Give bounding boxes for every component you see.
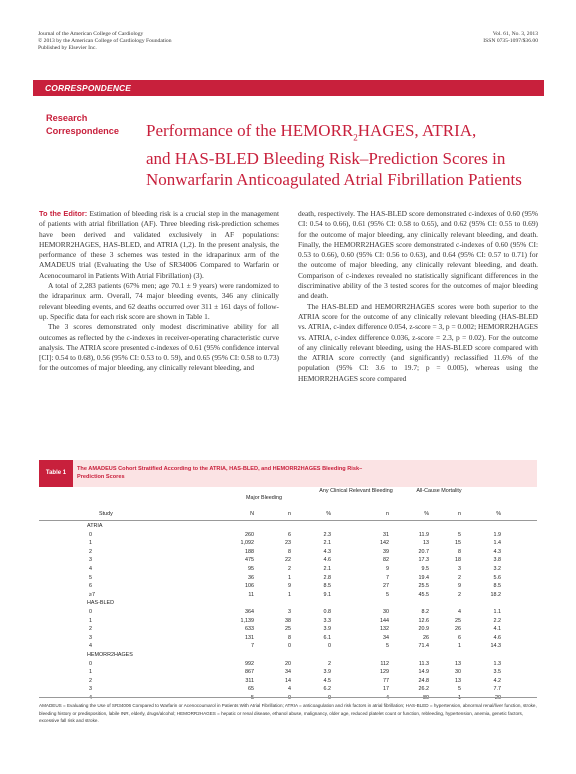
table-cell: 1.3	[493, 660, 501, 667]
table-cell: 23	[285, 540, 291, 547]
table-cell: 39	[383, 548, 389, 555]
table-group-label: HAS-BLED	[87, 600, 114, 607]
table-cell: 5.6	[493, 574, 501, 581]
table-cell: 27	[383, 583, 389, 590]
journal-line: Journal of the American College of Cardiology	[38, 31, 144, 37]
table-cell: 0	[89, 609, 92, 615]
table-cell: 7.7	[493, 686, 501, 693]
table-row	[39, 583, 537, 592]
table-cell: 3	[89, 557, 92, 564]
table-cell: 867	[245, 669, 254, 676]
table-cell: 5	[458, 531, 461, 538]
table-row	[39, 557, 537, 566]
table-cell: 17.3	[418, 557, 429, 564]
table-cell: 36	[248, 574, 254, 581]
table-row	[39, 609, 537, 618]
table-cell: 131	[245, 634, 254, 641]
table-row	[39, 532, 537, 541]
table-cell: 14	[285, 677, 291, 684]
table-row	[39, 661, 537, 670]
paragraph: The 3 scores demonstrated only modest discriminative ability for all outcomes as reflected by the c-indexes in receiver-operating characteristic curve analysis. The ATRIA score presented c-indexes of 0.61 (95% confidence interval [CI]: 0.54 to 0.68), 0.56 (95% CI: 0.53 to 0. 59), and 0.65 (95% CI: 0.58 to 0.73) for the outcomes of major bleeding, any clinically relevant bleeding, and	[39, 322, 279, 373]
table-cell: 9	[288, 583, 291, 590]
table-cell: 2	[458, 574, 461, 581]
table-cell: 4.6	[323, 557, 331, 564]
table-cell: 4.3	[493, 548, 501, 555]
table-cell: 77	[383, 677, 389, 684]
table-cell: 25	[285, 626, 291, 633]
column-header: Study	[99, 511, 113, 517]
table-cell: 0.8	[323, 609, 331, 615]
column-header: %	[424, 511, 429, 517]
table-row	[39, 643, 537, 652]
table-cell: 26.2	[418, 686, 429, 693]
table-row	[39, 540, 537, 549]
table-cell: 4.5	[323, 677, 331, 684]
table-cell: 5	[458, 686, 461, 693]
table-cell: 25.5	[418, 583, 429, 590]
body-column-left	[39, 209, 279, 374]
table-cell: 15	[455, 540, 461, 547]
title-line: and HAS-BLED Bleeding Risk–Prediction Scores in	[146, 149, 506, 169]
table-cell: 80	[423, 695, 429, 701]
table-cell: 2	[89, 548, 92, 555]
section-label	[46, 112, 119, 138]
journal-line: © 2013 by the American College of Cardiology Foundation	[38, 38, 172, 44]
table-cell: 3.2	[493, 566, 501, 572]
table-cell: 82	[383, 557, 389, 564]
table-row	[39, 626, 537, 635]
table-cell: 1	[89, 540, 92, 547]
table-cell: 20.9	[418, 626, 429, 633]
column-header: N	[250, 511, 254, 517]
banner-label: CORRESPONDENCE	[45, 83, 132, 93]
table-cell: 2	[89, 677, 92, 684]
table-cell: 13	[455, 677, 461, 684]
table-cell: 31	[383, 531, 389, 538]
table-cell: 4	[89, 566, 92, 572]
table-cell: 3.8	[493, 557, 501, 564]
table-cell: 11.9	[418, 531, 429, 538]
table-cell: 364	[245, 609, 254, 615]
table-cell: 4	[288, 686, 291, 693]
table-cell: 20	[285, 660, 291, 667]
table-row	[39, 618, 537, 627]
table-cell: 26	[423, 634, 429, 641]
table-cell: 1	[288, 591, 291, 598]
table-column-header	[39, 511, 537, 520]
table-cell: 992	[245, 660, 254, 667]
table-cell: 1.9	[493, 531, 501, 538]
table-cell: 30	[383, 609, 389, 615]
table-cell: 106	[245, 583, 254, 590]
table-cell: 4.6	[493, 634, 501, 641]
table-cell: 4.3	[323, 548, 331, 555]
table-cell: 4	[89, 643, 92, 650]
volume-info	[483, 31, 538, 45]
table-cell: 3.9	[323, 669, 331, 676]
table-cell: 6	[89, 583, 92, 590]
table-cell: 475	[245, 557, 254, 564]
table-row	[39, 678, 537, 687]
table-cell: 4	[386, 695, 389, 701]
table-cell: 8	[458, 548, 461, 555]
title-line: Performance of the $HEMORR_2HAGES$, ATRIA,	[146, 121, 477, 143]
table-cell: 0	[288, 695, 291, 701]
col-group-mortality: All-Cause Mortality	[416, 488, 462, 494]
table-cell: 20	[495, 695, 501, 701]
table-cell: 7	[251, 643, 254, 650]
table-cell: 4.1	[493, 626, 501, 633]
table-cell: 6	[288, 531, 291, 538]
paragraph: A total of 2,283 patients (67% men; age 70.1 ± 9 years) were randomized to the idraparinux arm. Overall, 74 major bleeding events, 346 any clinically relevant bleeding events, and 62 deaths occurred over 311 ± 161 days of follow-up. Specific data for each risk score are shown in Table 1.	[39, 281, 279, 321]
table-row	[39, 686, 537, 695]
correspondence-banner	[33, 80, 544, 96]
table-cell: ≥7	[89, 591, 95, 598]
table-cell: 8	[288, 634, 291, 641]
col-group-any-bleeding: Any Clinical Relevant Bleeding	[319, 488, 393, 494]
table-cell: 2.1	[323, 566, 331, 572]
table-cell: 142	[380, 540, 389, 547]
table-cell: 1.4	[493, 540, 501, 547]
table-cell: 4	[458, 609, 461, 615]
column-header: n	[386, 511, 389, 517]
table-cell: 0	[89, 531, 92, 538]
paragraph: To the Editor: Estimation of bleeding risk is a crucial step in the management of patients with atrial fibrillation (AF). Three bleeding risk-prediction schemes have been derived and validated exclusively in AF populations: HEMORR2HAGES, HAS-BLED, and ATRIA (1,2). In the present analysis, the performance of these 3 schemes was tested in the idraparinux arm of the AMADEUS trial (Evaluating the Use of SR34006 Compared to Warfarin or Acenocoumarol in Patients With Atrial Fibrillation) (3).	[39, 209, 280, 280]
paragraph: The HAS-BLED and HEMORR2HAGES scores were both superior to the ATRIA score for the outcome of any clinically relevant bleeding (HAS-BLED vs. ATRIA, c-index difference 0.054, z-score = 3, p = 0.002; HEMORR2HAGES vs. ATRIA, c-index difference 0.036, z-score = 2.3, p = 0.02). For the outcome of any clinically relevant bleeding, using the HAS-BLED score compared with the ATRIA score correctly (and significantly) reclassified 11.6% of the population (95% CI: 3.6 to 19.7; p = 0.005), whereas using the HEMORR2HAGES score compared	[298, 301, 538, 383]
table-cell: 95	[248, 566, 254, 572]
table-cell: 8.2	[421, 609, 429, 615]
table-number: Table 1	[39, 460, 73, 487]
table-cell: 129	[380, 669, 389, 676]
table-footnote: AMADEUS = Evaluating the Use of SR34006 Compared to Warfarin or Acenocoumarol in Patients With Atrial Fibrillation; ATRIA = anticoagulation and risk factors in atrial fibrillation; HAS-BLED = hypertension, abnormal renal/liver function, stroke, bleeding history or predisposition, labile INR, elderly, drugs/alcohol; HEMORR2HAGES = hepatic or renal disease, ethanol abuse, malignancy, older age, reduced platelet count or function, rebleeding, hypertension, anemia, genetic factors, excessive fall risk and stroke.	[39, 703, 537, 724]
table-cell: 2.3	[323, 531, 331, 538]
paragraph: death, respectively. The HAS-BLED score demonstrated c-indexes of 0.60 (95% CI: 0.54 to 0.66), 0.61 (95% CI: 0.58 to 0.65), and 0.62 (95% CI: 0.55 to 0.69) for the outcome of major bleeding, any clinically relevant bleeding, and death. Finally, the HEMORR2HAGES score demonstrated c-indexes of 0.60 (95% CI: 0.53 to 0.66), 0.60 (95% CI: 0.56 to 0.63), and 0.64 (95% CI: 0.57 to 0.71) for the outcome of major bleeding, any clinically relevant bleeding, and death. Comparison of c-indexes revealed no statistically significant differences in the discriminative ability of the 3 tested scores for the outcomes of major bleeding and death.	[298, 209, 538, 301]
table-cell: 2.8	[323, 574, 331, 581]
table-cell: 3.3	[323, 617, 331, 624]
table-row	[39, 549, 537, 558]
table-cell: 18.2	[490, 591, 501, 598]
table-cell: 4	[89, 695, 92, 701]
table-cell: 3.5	[493, 669, 501, 676]
table-cell: 2.2	[493, 617, 501, 624]
table-cell: 34	[383, 634, 389, 641]
table-rule	[39, 520, 537, 521]
table-row	[39, 635, 537, 644]
title-line: Nonwarfarin Anticoagulated Atrial Fibrillation Patients	[146, 170, 522, 190]
table-cell: 30	[455, 669, 461, 676]
table-cell: 5	[386, 591, 389, 598]
table-cell: 11	[248, 591, 254, 598]
table-title: The AMADEUS Cohort Stratified According to the ATRIA, HAS-BLED, and HEMORR2HAGES Bleeding Risk–Prediction Scores	[77, 466, 363, 480]
table-cell: 6.2	[323, 686, 331, 693]
table-cell: 8.5	[323, 583, 331, 590]
table-cell: 25	[455, 617, 461, 624]
table-cell: 8.5	[493, 583, 501, 590]
table-cell: 144	[380, 617, 389, 624]
table-row	[39, 592, 537, 601]
table-cell: 1	[458, 643, 461, 650]
table-cell: 311	[245, 677, 254, 684]
table-cell: 24.8	[418, 677, 429, 684]
table-cell: 9.5	[421, 566, 429, 572]
table-cell: 12.6	[418, 617, 429, 624]
table-cell: 9	[386, 566, 389, 572]
table-cell: 13	[423, 540, 429, 547]
table-cell: 7	[386, 574, 389, 581]
table-cell: 1,139	[240, 617, 254, 624]
table-group-label: HEMORR2HAGES	[87, 652, 133, 658]
table-cell: 1	[458, 695, 461, 701]
table-cell: 14.9	[418, 669, 429, 676]
table-cell: 0	[328, 643, 331, 650]
table-cell: 0	[89, 660, 92, 667]
table-cell: 3	[458, 566, 461, 572]
table-cell: 34	[285, 669, 291, 676]
table-cell: 26	[455, 626, 461, 633]
table-row	[39, 669, 537, 678]
volume-line: Vol. 61, No. 3, 2013	[492, 31, 538, 37]
table-cell: 4.2	[493, 677, 501, 684]
col-group-major-bleeding: Major Bleeding	[246, 495, 282, 501]
table-cell: 112	[380, 660, 389, 667]
table-row	[39, 575, 537, 584]
table-cell: 5	[89, 574, 92, 581]
table-cell: 2	[288, 566, 291, 572]
table-cell: 0	[288, 643, 291, 650]
table-group-label: ATRIA	[87, 523, 103, 529]
issn-line: ISSN 0735-1097/$36.00	[483, 38, 538, 44]
table-cell: 2	[89, 626, 92, 633]
table-cell: 6	[458, 634, 461, 641]
table-cell: 9	[458, 583, 461, 590]
table-cell: 5	[386, 643, 389, 650]
column-header: %	[496, 511, 501, 517]
table-cell: 65	[248, 686, 254, 693]
table-cell: 1.1	[493, 609, 501, 615]
table-cell: 45.5	[418, 591, 429, 598]
table-cell: 19.4	[418, 574, 429, 581]
column-header: n	[458, 511, 461, 517]
body-column-right	[298, 209, 538, 384]
table-cell: 1	[288, 574, 291, 581]
table-cell: 13	[455, 660, 461, 667]
table-cell: 2	[328, 660, 331, 667]
table-cell: 3	[89, 686, 92, 693]
table-row	[39, 566, 537, 575]
table-cell: 11.3	[418, 660, 429, 667]
table-cell: 3	[89, 634, 92, 641]
table-cell: 633	[245, 626, 254, 633]
section-line: Correspondence	[46, 126, 120, 136]
article-title	[146, 120, 546, 190]
table-cell: 6.1	[323, 634, 331, 641]
table-cell: 2	[458, 591, 461, 598]
table-cell: 2.1	[323, 540, 331, 547]
table-cell: 1,092	[240, 540, 254, 547]
journal-info	[38, 31, 172, 52]
column-header: %	[326, 511, 331, 517]
table-cell: 260	[245, 531, 254, 538]
journal-line: Published by Elsevier Inc.	[38, 45, 97, 51]
table-cell: 71.4	[418, 643, 429, 650]
table-cell: 20.7	[418, 548, 429, 555]
table-cell: 18	[455, 557, 461, 564]
table-rule	[39, 697, 537, 698]
table-cell: 17	[383, 686, 389, 693]
table-cell: 0	[328, 695, 331, 701]
table-cell: 132	[380, 626, 389, 633]
table-cell: 14.3	[490, 643, 501, 650]
section-line: Research	[46, 113, 88, 123]
table-cell: 5	[251, 695, 254, 701]
table-cell: 22	[285, 557, 291, 564]
table-cell: 188	[245, 548, 254, 555]
table-cell: 1	[89, 669, 92, 676]
column-header: n	[288, 511, 291, 517]
table-cell: 3	[288, 609, 291, 615]
table-cell: 8	[288, 548, 291, 555]
table-cell: 1	[89, 617, 92, 624]
table-cell: 3.9	[323, 626, 331, 633]
table-cell: 9.1	[323, 591, 331, 598]
lead-in: To the Editor:	[39, 209, 88, 218]
table-cell: 38	[285, 617, 291, 624]
